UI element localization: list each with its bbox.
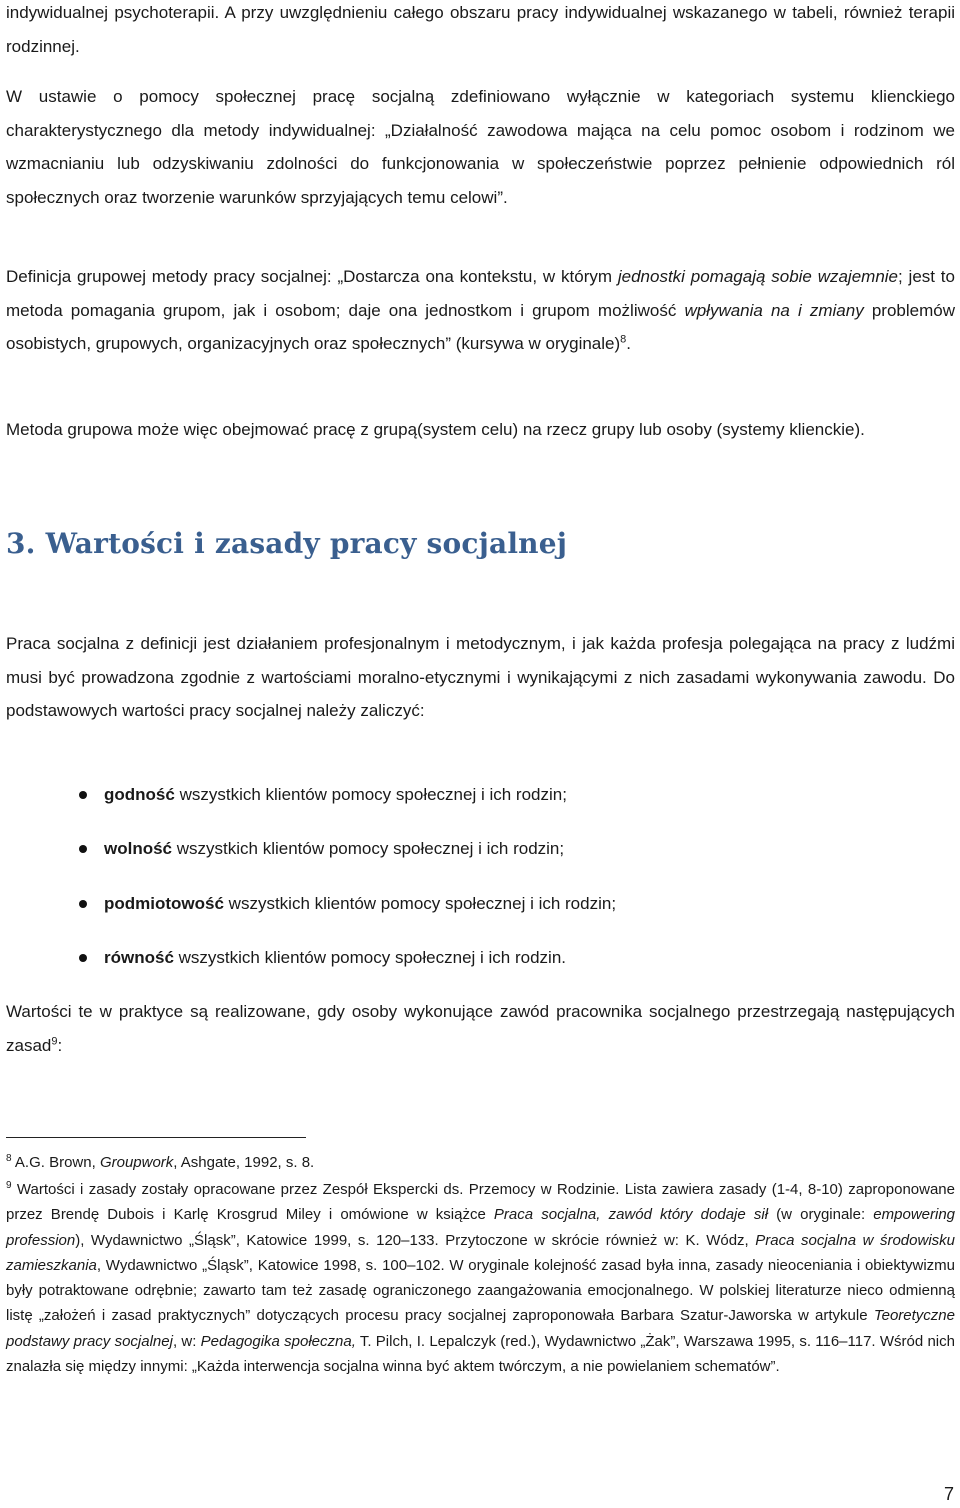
section-heading: 3. Wartości i zasady pracy socjalnej <box>6 527 568 560</box>
value-term: równość <box>104 947 174 967</box>
text-run: A.G. Brown, <box>11 1154 100 1171</box>
footnote-8 <box>6 1150 955 1175</box>
values-list <box>6 778 955 995</box>
paragraph-text: Metoda grupowa może więc obejmować pracę z grupą(system celu) na rzecz grupy lub osoby (systemy klienckie). <box>6 420 865 439</box>
text-run: ), Wydawnictwo „Śląsk”, Katowice 1999, s. 120–133. Przytoczone w skrócie również w: K. Wódz, <box>75 1231 756 1249</box>
text-run: Definicja grupowej metody pracy socjalnej: „Dostarcza ona kontekstu, w którym <box>6 267 618 286</box>
italic-run: empowering profession <box>6 1206 956 1249</box>
paragraph-group-method <box>6 413 955 447</box>
value-description: wszystkich klientów pomocy społecznej i ich rodzin. <box>173 947 567 967</box>
italic-run: Praca socjalna, zawód który dodaje sił <box>493 1206 769 1224</box>
quotation: „Działalność zawodowa mająca na celu pomoc osobom i rodzinom we wzmacnianiu lub odzyskiwaniu zdolności do funkcjonowania w społeczeństwie poprzez pełnienie odpowiednich ról społecznych oraz tworzenie warunków sprzyjających temu celowi”. <box>6 120 955 207</box>
value-description: wszystkich klientów pomocy społecznej i ich rodzin; <box>172 839 565 859</box>
bullet-icon <box>79 845 87 853</box>
italic-run: wpływania na i zmiany <box>684 300 864 320</box>
value-description: wszystkich klientów pomocy społecznej i ich rodzin; <box>174 785 567 804</box>
list-item <box>6 887 955 941</box>
footnote-separator <box>6 1137 306 1138</box>
list-item <box>6 832 955 886</box>
text-run: , Wydawnictwo „Śląsk”, Katowice 1998, s. 100–102. W oryginale kolejność zasad była inna, zasady nieoceniania i obiektywizmu były potraktowane odrębnie; zawarto tam też zasadę ograniczonego zaangażowania emocjonalnego. W polskiej literaturze nieco odmienną listę „założeń i zasad praktycznych” dotyczących procesu pracy socjalnej zaproponowała Barbara Szatur-Jaworska w artykule <box>6 1256 955 1325</box>
text-run: , w: <box>172 1332 201 1350</box>
text-run: : <box>57 1035 63 1055</box>
text-run: T. Pilch, I. Lepalczyk (red.), Wydawnictwo „Żak”, Warszawa 1995, s. 116–117. Wśród nich znalazła się między innymi: „Każda interwencja socjalna winna być aktem twórczym, a nie powielaniem schematów”. <box>6 1332 955 1376</box>
paragraph-continuation <box>6 0 955 63</box>
text-run: , Ashgate, 1992, s. 8. <box>173 1154 315 1171</box>
paragraph-values-intro <box>6 627 955 728</box>
bullet-icon <box>79 954 87 962</box>
footnote-reference-9[interactable]: 9 <box>51 1034 58 1047</box>
bullet-icon <box>79 791 87 799</box>
italic-run: jednostki pomagają sobie wzajemnie <box>617 267 898 286</box>
text-run: Wartości i zasady zostały opracowane przez Zespół Ekspercki ds. Przemocy w Rodzinie. Lista zawiera zasady (1-4, 8-10) zaproponowane przez Brendę Dubois i Karlę Krosgrud Miley i omówione w książce <box>6 1181 955 1224</box>
text-run: . <box>626 334 632 353</box>
paragraph-text: indywidualnej psychoterapii. A przy uwzględnieniu całego obszaru pracy indywidualnej wskazanego w tabeli, również terapii rodzinnej. <box>6 3 955 56</box>
paragraph-text: Wartości te w praktyce są realizowane, gdy osoby wykonujące zawód pracownika socjalnego przestrzegają następujących zasad <box>6 1002 955 1055</box>
list-item <box>6 941 955 995</box>
text-run: ; jest to metoda pomagania grupom, jak i osobom; daje ona jednostkom i grupom możliwość <box>6 267 955 320</box>
text-run: (w oryginale: <box>768 1206 874 1224</box>
list-item <box>6 778 955 832</box>
value-term: podmiotowość <box>104 893 224 913</box>
footnote-9 <box>6 1177 955 1379</box>
footnote-number: 8 <box>6 1153 12 1164</box>
italic-run: Pedagogika społeczna, <box>200 1332 356 1350</box>
paragraph-definition-group <box>6 260 955 361</box>
italic-run: Teoretyczne podstawy pracy socjalnej <box>6 1307 955 1350</box>
paragraph-text: Praca socjalna z definicji jest działaniem profesjonalnym i metodycznym, i jak każda profesja polegająca na pracy z ludźmi musi być prowadzona zgodnie z wartościami moralno-etycznymi i wynikającymi z nich zasadami wykonywania zawodu. Do podstawowych wartości pracy socjalnej należy zaliczyć: <box>6 634 955 720</box>
paragraph-principles-intro <box>6 995 955 1062</box>
value-term: godność <box>104 785 175 804</box>
footnote-number: 9 <box>6 1180 12 1191</box>
value-description: wszystkich klientów pomocy społecznej i ich rodzin; <box>223 893 617 913</box>
italic-run: Groupwork <box>99 1154 174 1171</box>
page-number: 7 <box>943 1484 954 1504</box>
paragraph-text: W ustawie o pomocy społecznej pracę socjalną zdefiniowano wyłącznie w kategoriach systemu klienckiego charakterystycznego dla metody indywidualnej: <box>6 87 955 140</box>
footnote-reference-8[interactable]: 8 <box>620 333 627 346</box>
text-run: problemów osobistych, grupowych, organizacyjnych oraz społecznych” (kursywa w oryginale) <box>6 300 955 353</box>
italic-run: Praca socjalna w środowisku zamieszkania <box>6 1231 955 1274</box>
value-term: wolność <box>104 839 173 859</box>
bullet-icon <box>79 900 87 908</box>
paragraph-definition-individual <box>6 80 955 214</box>
